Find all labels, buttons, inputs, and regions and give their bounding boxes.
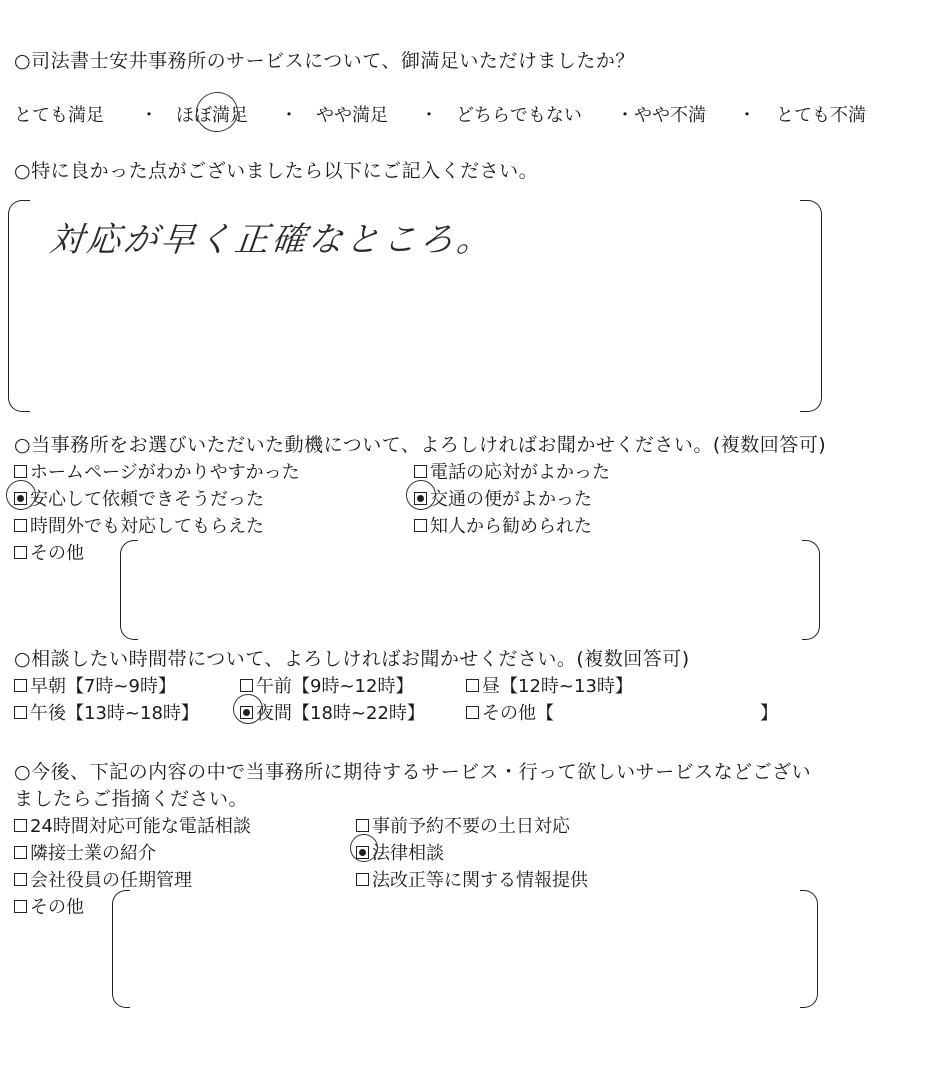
- q3-option-access[interactable]: 交通の便がよかった: [414, 485, 592, 511]
- q2-question: ○特に良かった点がございましたら以下にご記入ください。: [14, 160, 539, 182]
- q1-option-neutral[interactable]: どちらでもない: [456, 105, 582, 126]
- q5-other-bracket-right: [800, 890, 818, 1008]
- q5-question-line1: ○今後、下記の内容の中で当事務所に期待するサービス・行って欲しいサービスなどござい: [14, 761, 812, 783]
- q1-question: ○司法書士安井事務所のサービスについて、御満足いただけましたか？: [14, 50, 635, 72]
- checkbox-icon[interactable]: [14, 706, 27, 719]
- checkbox-icon[interactable]: [466, 706, 479, 719]
- q3-other-bracket-left: [120, 540, 138, 640]
- q1-option-somewhat-dissatisfied[interactable]: ・やや不満: [616, 105, 706, 126]
- checkbox-icon[interactable]: [14, 846, 27, 859]
- checkbox-icon[interactable]: [14, 519, 27, 532]
- q2-handwritten-answer[interactable]: 対応が早く正確なところ。: [47, 220, 496, 260]
- q3-option-homepage[interactable]: ホームページがわかりやすかった: [14, 458, 300, 484]
- q3-option-referral[interactable]: 知人から勧められた: [414, 512, 592, 538]
- checkbox-icon[interactable]: [14, 465, 27, 478]
- q5-option-officer-term[interactable]: 会社役員の任期管理: [14, 866, 192, 892]
- q3-option-reassuring[interactable]: 安心して依頼できそうだった: [14, 485, 264, 511]
- checkbox-icon[interactable]: [14, 819, 27, 832]
- q4-option-other[interactable]: その他【: [466, 699, 554, 725]
- q5-question-line2: ましたらご指摘ください。: [14, 788, 249, 810]
- q1-option-very-satisfied[interactable]: とても満足: [14, 105, 104, 126]
- checkbox-icon[interactable]: [466, 679, 479, 692]
- checkbox-icon[interactable]: [356, 873, 369, 886]
- q4-option-morning[interactable]: 午前【9時~12時】: [240, 672, 413, 698]
- q4-other-close-bracket: 】: [760, 703, 778, 724]
- q5-option-law-updates[interactable]: 法改正等に関する情報提供: [356, 866, 588, 892]
- q5-option-referral-professions[interactable]: 隣接士業の紹介: [14, 839, 156, 865]
- q3-option-phone[interactable]: 電話の応対がよかった: [414, 458, 610, 484]
- q5-option-legal-consult[interactable]: 法律相談: [356, 839, 444, 865]
- q1-separator: ・: [738, 105, 756, 126]
- q1-separator: ・: [280, 105, 298, 126]
- q4-question: ○相談したい時間帯について、よろしければお聞かせください。(複数回答可): [14, 648, 690, 670]
- q4-option-afternoon[interactable]: 午後【13時~18時】: [14, 699, 199, 725]
- q1-separator: ・: [140, 105, 158, 126]
- checkbox-icon[interactable]: [14, 900, 27, 913]
- checkbox-icon[interactable]: [240, 679, 253, 692]
- q3-option-other[interactable]: その他: [14, 539, 84, 565]
- q5-option-weekend[interactable]: 事前予約不要の土日対応: [356, 812, 570, 838]
- checkbox-icon[interactable]: [414, 465, 427, 478]
- q5-option-other[interactable]: その他: [14, 893, 84, 919]
- q3-other-bracket-right: [802, 540, 820, 640]
- q1-option-very-dissatisfied[interactable]: とても不満: [776, 105, 866, 126]
- q3-question: ○当事務所をお選びいただいた動機について、よろしければお聞かせください。(複数回答可): [14, 434, 827, 456]
- q1-option-somewhat-satisfied[interactable]: やや満足: [316, 105, 388, 126]
- q3-option-after-hours[interactable]: 時間外でも対応してもらえた: [14, 512, 264, 538]
- q2-answer-bracket-right: [800, 200, 822, 412]
- q4-option-night[interactable]: 夜間【18時~22時】: [240, 699, 425, 725]
- q5-other-bracket-left: [112, 890, 130, 1008]
- checkbox-icon[interactable]: [414, 519, 427, 532]
- checkbox-icon[interactable]: [356, 819, 369, 832]
- q1-option-mostly-satisfied[interactable]: ほぼ満足: [176, 105, 248, 126]
- q1-separator: ・: [420, 105, 438, 126]
- q1-selection-circle: [193, 89, 240, 134]
- checkbox-icon[interactable]: [14, 873, 27, 886]
- checkbox-icon[interactable]: [14, 546, 27, 559]
- q2-answer-bracket-left: [8, 200, 30, 412]
- q4-option-noon[interactable]: 昼【12時~13時】: [466, 672, 633, 698]
- q4-option-early-morning[interactable]: 早朝【7時~9時】: [14, 672, 176, 698]
- checkbox-icon[interactable]: [14, 679, 27, 692]
- q5-option-phone-consult[interactable]: 24時間対応可能な電話相談: [14, 812, 251, 838]
